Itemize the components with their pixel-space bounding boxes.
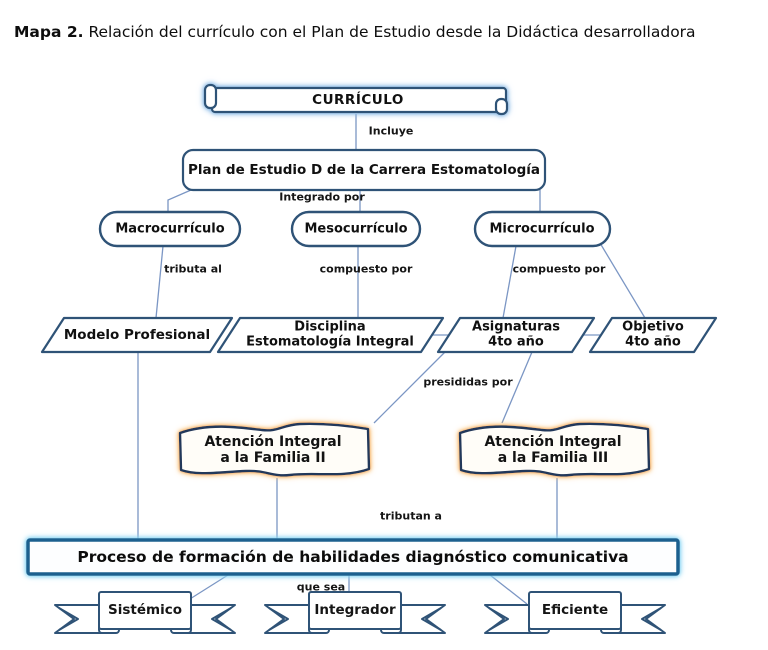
edge-asignaturas-flag2 bbox=[374, 352, 445, 423]
ribbon-sistemico-label: Sistémico bbox=[108, 602, 182, 618]
ribbon-shapes bbox=[55, 592, 665, 633]
objetivo-line1: Objetivo bbox=[622, 319, 684, 335]
edge-label-tributan-a: tributan a bbox=[380, 509, 442, 523]
flag-familia3-shape bbox=[460, 424, 649, 476]
proceso-label: Proceso de formación de habilidades diagnóstico comunicativa bbox=[77, 548, 629, 566]
flag-familia2-shape bbox=[180, 424, 369, 476]
flag2-line2: a la Familia II bbox=[220, 450, 326, 466]
edge-micro-asignaturas bbox=[503, 246, 516, 318]
edge-macro-modelo bbox=[156, 246, 163, 318]
parallelogram-modelo-label: Modelo Profesional bbox=[63, 327, 211, 343]
curriculo-label: CURRÍCULO bbox=[312, 92, 404, 108]
edge-proceso-eficiente bbox=[490, 575, 527, 604]
ribbon-integrador-shape bbox=[265, 592, 445, 633]
edge-micro-objetivo bbox=[600, 243, 645, 318]
parallelogram-disciplina-shape bbox=[218, 318, 443, 352]
parallelogram-objetivo-shape bbox=[590, 318, 716, 352]
ribbon-sistemico-shape bbox=[55, 592, 235, 633]
edge-label-compuesto-por-2: compuesto por bbox=[512, 262, 606, 276]
curriculo-scroll-shape bbox=[205, 85, 507, 114]
asignaturas-line1: Asignaturas bbox=[472, 319, 560, 335]
disciplina-line1: Disciplina bbox=[294, 319, 366, 335]
oval-mesocurriculo-shape bbox=[292, 212, 420, 246]
flag-shapes bbox=[180, 424, 649, 476]
scroll-left-roll bbox=[205, 85, 216, 108]
ribbon-center-panel bbox=[309, 592, 401, 629]
ribbon-eficiente-label: Eficiente bbox=[541, 602, 609, 618]
parallelogram-shapes bbox=[42, 318, 716, 352]
disciplina-line2: Estomatología Integral bbox=[246, 334, 414, 349]
ribbon-center-panel bbox=[529, 592, 621, 629]
oval-shapes bbox=[100, 212, 610, 246]
edge-label-que-sea: que sea bbox=[296, 580, 346, 594]
parallelogram-modelo-shape bbox=[42, 318, 232, 352]
edge-label-incluye: Incluye bbox=[368, 124, 414, 138]
oval-macrocurriculo-label: Macrocurrículo bbox=[115, 221, 225, 237]
oval-microcurriculo-shape bbox=[475, 212, 610, 246]
scroll-right-roll bbox=[496, 99, 507, 114]
proceso-box-shape bbox=[28, 540, 678, 574]
title-prefix: Mapa 2. bbox=[14, 22, 84, 41]
title-text: Relación del currículo con el Plan de Estudio desde la Didáctica desarrolladora bbox=[83, 22, 696, 41]
objetivo-line2: 4to año bbox=[625, 334, 681, 349]
flag2-line1: Atención Integral bbox=[204, 433, 342, 450]
parallelogram-asignaturas-shape bbox=[438, 318, 594, 352]
oval-mesocurriculo-label: Mesocurrículo bbox=[304, 221, 408, 237]
ribbon-integrador-label: Integrador bbox=[314, 602, 396, 618]
edge-label-compuesto-por-1: compuesto por bbox=[319, 262, 413, 276]
edge-label-presididas-por: presididas por bbox=[423, 375, 513, 389]
plan-box-shape bbox=[183, 150, 545, 190]
ribbon-center-panel bbox=[99, 592, 191, 629]
asignaturas-line2: 4to año bbox=[488, 334, 544, 349]
edge-label-integrado-por: Integrado por bbox=[279, 190, 365, 204]
edge-plan-macro bbox=[168, 190, 191, 212]
flag3-line1: Atención Integral bbox=[484, 433, 622, 450]
plan-box-label: Plan de Estudio D de la Carrera Estomatología bbox=[187, 162, 541, 178]
edge-label-tributa-al: tributa al bbox=[164, 262, 222, 276]
ribbon-eficiente-shape bbox=[485, 592, 665, 633]
scroll-band bbox=[212, 88, 506, 112]
oval-microcurriculo-label: Microcurrículo bbox=[489, 221, 595, 237]
edge-asignaturas-flag3 bbox=[502, 352, 532, 423]
oval-macrocurriculo-shape bbox=[100, 212, 240, 246]
flag3-line2: a la Familia III bbox=[497, 450, 609, 466]
